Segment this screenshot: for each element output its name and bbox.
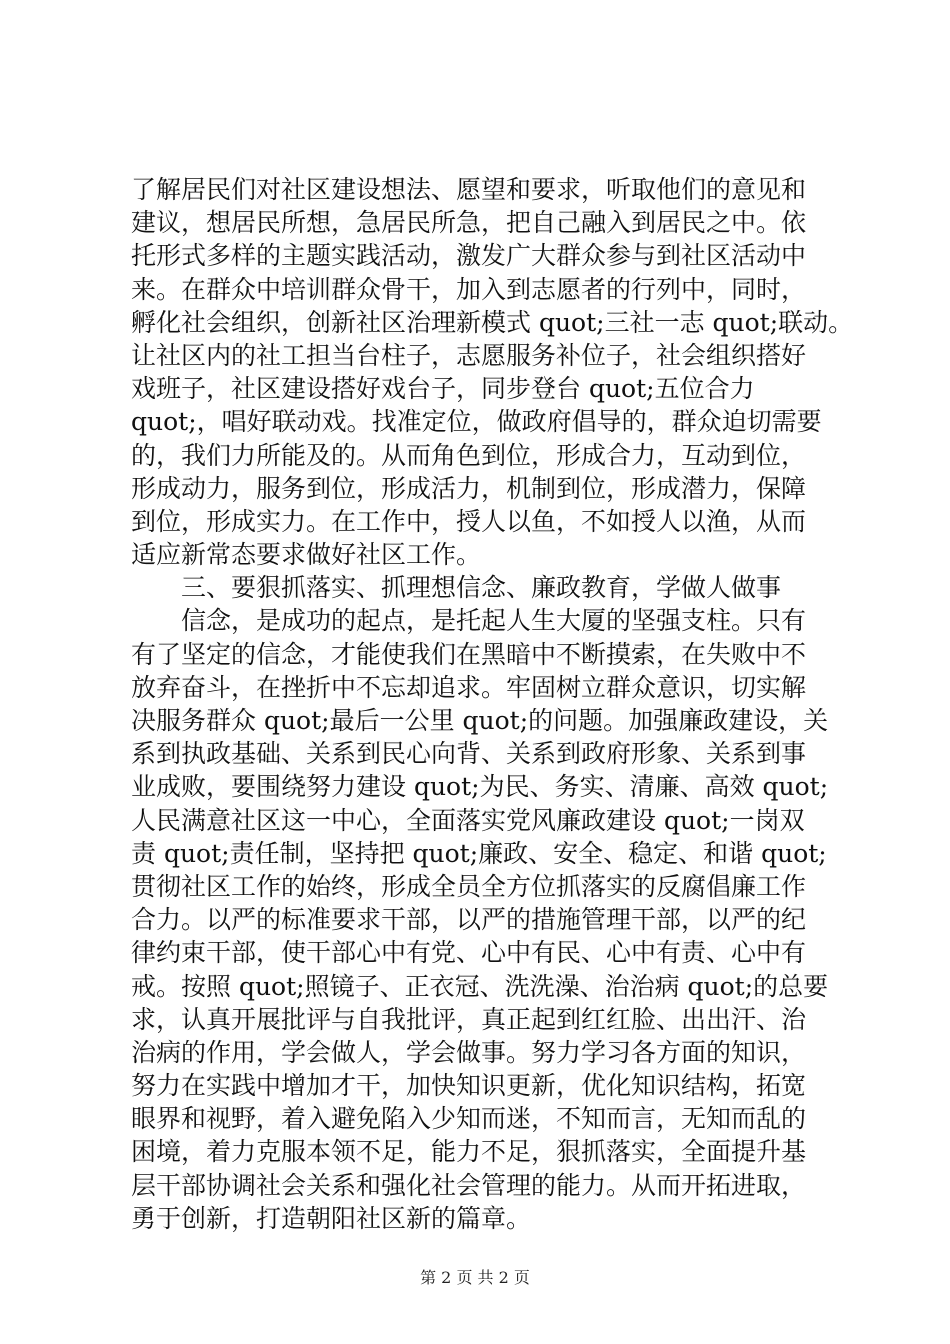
text-line: 了解居民们对社区建设想法、愿望和要求，听取他们的意见和 [131, 175, 807, 204]
text-line: 治病的作用，学会做人，学会做事。努力学习各方面的知识， [131, 1037, 807, 1067]
text-line: 责 quot;责任制，坚持把 quot;廉政、安全、稳定、和谐 quot; [131, 838, 827, 868]
text-line: 托形式多样的主题实践活动，激发广大群众参与到社区活动中 [131, 241, 807, 271]
text-line: 的，我们力所能及的。从而角色到位，形成合力，互动到位， [131, 440, 807, 470]
text-line: 困境，着力克服本领不足，能力不足，狠抓落实，全面提升基 [131, 1137, 807, 1167]
text-line: 律约束干部，使干部心中有党、心中有民、心中有责、心中有 [131, 938, 807, 968]
text-line: 眼界和视野，着入避免陷入少知而迷，不知而言，无知而乱的 [131, 1104, 807, 1134]
text-line: 层干部协调社会关系和强化社会管理的能力。从而开拓进取， [131, 1170, 807, 1200]
text-line: 贯彻社区工作的始终，形成全员全方位抓落实的反腐倡廉工作 [131, 871, 807, 901]
text-line: 适应新常态要求做好社区工作。 [131, 540, 482, 570]
text-line: 努力在实践中增加才干，加快知识更新，优化知识结构，拓宽 [131, 1071, 807, 1101]
text-line: quot;，唱好联动戏。找准定位，做政府倡导的，群众迫切需要 [131, 407, 822, 437]
text-line: 人民满意社区这一中心，全面落实党风廉政建设 quot;一岗双 [131, 805, 805, 835]
text-line: 求，认真开展批评与自我批评，真正起到红红脸、出出汗、治 [131, 1004, 807, 1034]
text-line: 来。在群众中培训群众骨干，加入到志愿者的行列中，同时， [131, 274, 807, 304]
text-line: 业成败，要围绕努力建设 quot;为民、务实、清廉、高效 quot; [131, 772, 829, 802]
text-line: 戒。按照 quot;照镜子、正衣冠、洗洗澡、治治病 quot;的总要 [131, 971, 829, 1001]
text-line: 放弃奋斗，在挫折中不忘却追求。牢固树立群众意识，切实解 [131, 672, 807, 702]
section-heading: 三、要狠抓落实、抓理想信念、廉政教育，学做人做事 [131, 573, 782, 603]
text-line: 孵化社会组织，创新社区治理新模式 quot;三社一志 quot;联动。 [131, 307, 854, 337]
text-line: 系到执政基础、关系到民心向背、关系到政府形象、关系到事 [131, 739, 807, 769]
document-body [131, 173, 854, 1235]
text-line: 信念，是成功的起点，是托起人生大厦的坚强支柱。只有 [131, 606, 807, 636]
text-line: 形成动力，服务到位，形成活力，机制到位，形成潜力，保障 [131, 473, 807, 503]
text-line: 合力。以严的标准要求干部，以严的措施管理干部，以严的纪 [131, 905, 807, 935]
text-line: 决服务群众 quot;最后一公里 quot;的问题。加强廉政建设，关 [131, 706, 829, 735]
text-line: 让社区内的社工担当台柱子，志愿服务补位子，社会组织搭好 [131, 340, 807, 370]
page-footer: 第 2 页 共 2 页 [420, 1268, 530, 1287]
text-line: 勇于创新，打造朝阳社区新的篇章。 [131, 1203, 532, 1233]
text-line: 到位，形成实力。在工作中，授人以鱼，不如授人以渔，从而 [131, 506, 807, 536]
text-line: 有了坚定的信念，才能使我们在黑暗中不断摸索，在失败中不 [131, 639, 807, 669]
text-line: 戏班子，社区建设搭好戏台子，同步登台 quot;五位合力 [131, 374, 755, 404]
text-line: 建议，想居民所想，急居民所急，把自己融入到居民之中。依 [131, 208, 807, 238]
